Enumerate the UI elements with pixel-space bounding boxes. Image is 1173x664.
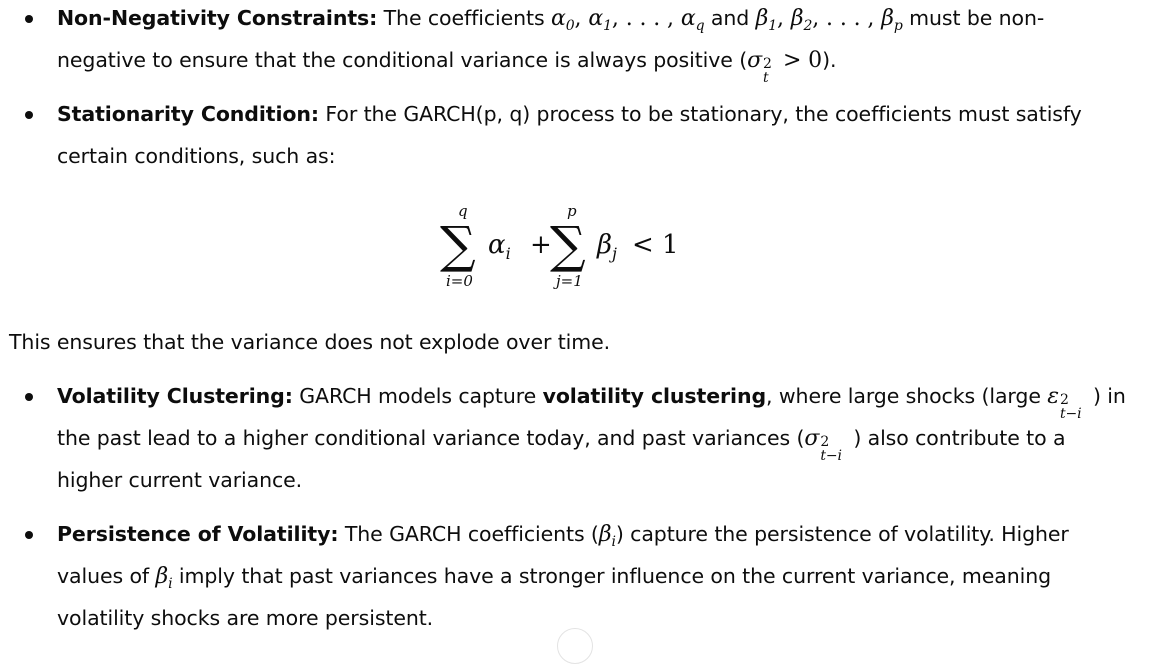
item-title: Persistence of Volatility: <box>57 522 339 546</box>
text-run: ) in <box>1092 384 1126 408</box>
stationarity-equation <box>440 200 740 300</box>
bullet-dot <box>25 393 33 401</box>
math-less-than-one: < 1 <box>632 230 679 260</box>
bullet-dot <box>25 15 33 23</box>
math-supsub <box>762 51 796 86</box>
text-run: The GARCH coefficients ( <box>338 522 599 546</box>
math-superscript: 2 <box>1059 392 1069 408</box>
math-beta: β <box>881 6 894 31</box>
text-run: negative to ensure that the conditional variance is always positive ( <box>57 48 748 72</box>
math-beta: β <box>598 522 612 547</box>
scroll-down-button[interactable] <box>557 628 593 664</box>
bold-term: volatility clustering <box>542 384 767 408</box>
math-ellipsis: , . . . , <box>812 6 882 31</box>
sum-term-beta <box>597 230 617 263</box>
list-item-text <box>57 375 1157 501</box>
math-supsub <box>1059 387 1093 422</box>
math-subscript: 1 <box>603 18 612 34</box>
text-run: must be non- <box>902 6 1045 30</box>
math-comma: , <box>574 6 589 31</box>
math-sigma: σ <box>804 426 820 451</box>
text-run: The coefficients <box>377 6 551 30</box>
text-run: imply that past variances have a stronger influence on the current variance, meaning <box>172 564 1052 588</box>
text-run: ) also contribute to a <box>853 426 1066 450</box>
bullet-dot <box>25 531 33 539</box>
text-run: the past lead to a higher conditional variance today, and past variances ( <box>57 426 805 450</box>
text-run: higher current variance. <box>57 468 303 492</box>
math-ellipsis: , . . . , <box>611 6 681 31</box>
text-run: volatility shocks are more persistent. <box>57 606 434 630</box>
text-run: and <box>704 6 756 30</box>
math-plus: + <box>530 230 552 260</box>
item-title: Stationarity Condition: <box>57 102 319 126</box>
math-supsub <box>819 429 853 464</box>
list-item-text <box>57 93 1157 177</box>
math-beta: β <box>790 6 804 31</box>
math-beta: β <box>597 230 613 260</box>
item-title: Volatility Clustering: <box>57 384 293 408</box>
math-subscript: t−i <box>1059 406 1082 422</box>
list-item-text <box>57 0 1157 86</box>
text-run: ). <box>822 48 837 72</box>
math-subscript: j <box>612 244 617 263</box>
text-run: , where large shocks (large <box>766 384 1048 408</box>
bullet-dot <box>25 111 33 119</box>
math-subscript: q <box>695 18 705 34</box>
text-run: ) capture the persistence of volatility. Higher <box>615 522 1069 546</box>
math-epsilon: ε <box>1047 384 1059 409</box>
math-beta: β <box>155 564 169 589</box>
sum-lower-limit: i=0 <box>446 272 473 290</box>
math-alpha: α <box>550 6 566 31</box>
sum-upper-limit: p <box>567 202 577 220</box>
math-subscript: 2 <box>803 18 813 34</box>
text-run: GARCH models capture <box>292 384 543 408</box>
summation-symbol: ∑ <box>440 216 476 274</box>
math-comma: , <box>777 6 791 31</box>
math-subscript: i <box>611 534 616 550</box>
summation-symbol: ∑ <box>550 216 586 274</box>
math-alpha: α <box>680 6 696 31</box>
math-subscript: i <box>505 244 511 263</box>
math-subscript: t−i <box>820 448 842 464</box>
math-subscript: t <box>763 70 769 86</box>
math-beta: β <box>755 6 769 31</box>
math-gt-zero: > 0 <box>776 48 823 73</box>
math-superscript: 2 <box>763 56 772 72</box>
math-sigma: σ <box>747 48 763 73</box>
text-run: For the GARCH(p, q) process to be stationary, the coefficients must satisfy <box>319 102 1082 126</box>
math-alpha: α <box>588 6 604 31</box>
sum-upper-limit: q <box>458 202 468 220</box>
sum-term-alpha <box>488 230 511 263</box>
explanation-paragraph: This ensures that the variance does not explode over time. <box>9 330 611 354</box>
text-run: certain conditions, such as: <box>57 144 336 168</box>
math-alpha: α <box>488 230 506 260</box>
item-title: Non-Negativity Constraints: <box>57 6 378 30</box>
text-run: values of <box>57 564 156 588</box>
math-subscript: 1 <box>768 18 778 34</box>
math-subscript: p <box>893 18 903 34</box>
math-subscript: i <box>168 576 173 592</box>
math-superscript: 2 <box>820 434 830 450</box>
sum-lower-limit: j=1 <box>556 272 583 290</box>
math-subscript: 0 <box>565 18 575 34</box>
list-item-text <box>57 513 1157 639</box>
